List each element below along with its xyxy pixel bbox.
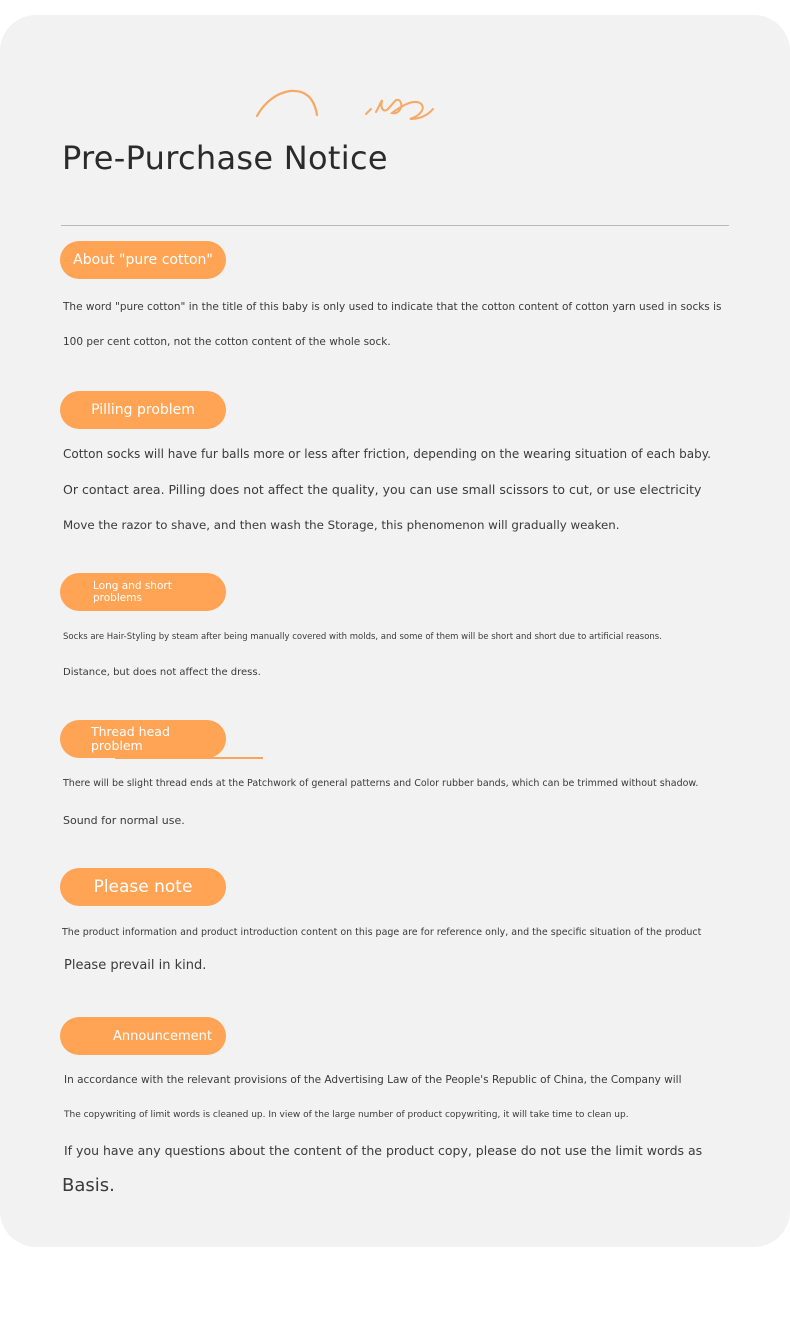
section-label-text: Long and short problems — [93, 580, 172, 604]
section-label-text: Please note — [93, 877, 193, 897]
section-text-line: Sound for normal use. — [63, 814, 185, 827]
section-label-please-note — [60, 868, 226, 906]
section-text-line: Or contact area. Pilling does not affect the quality, you can use small scissors to cut, or use electricity — [63, 482, 702, 497]
section-text-line: Distance, but does not affect the dress. — [63, 667, 261, 678]
section-label-pilling — [60, 391, 226, 429]
section-label-long-short — [60, 573, 226, 611]
section-label-text: About "pure cotton" — [73, 252, 213, 268]
section-label-thread-head — [60, 720, 226, 758]
page-title: Pre-Purchase Notice — [62, 139, 388, 177]
notice-card — [0, 15, 790, 1247]
title-divider — [61, 225, 729, 226]
section-label-text: Thread head problem — [91, 724, 170, 753]
section-label-text: Announcement — [113, 1028, 212, 1044]
section-label-pure-cotton — [60, 241, 226, 279]
section-text-line: Please prevail in kind. — [64, 958, 207, 973]
section-text-line: Cotton socks will have fur balls more or less after friction, depending on the wearing situation of each baby. — [63, 447, 711, 461]
section-text-line: In accordance with the relevant provisions of the Advertising Law of the People's Republic of China, the Company will — [64, 1074, 682, 1086]
section-text-line: There will be slight thread ends at the Patchwork of general patterns and Color rubber bands, which can be trimmed without shadow. — [63, 778, 699, 789]
handwritten-signature-decoration — [250, 85, 440, 130]
section-text-line: Move the razor to shave, and then wash the Storage, this phenomenon will gradually weaken. — [63, 518, 620, 532]
section-text-line: The product information and product introduction content on this page are for reference only, and the specific situation of the product — [62, 927, 702, 938]
section-label-text: Pilling problem — [91, 402, 195, 418]
section-text-line: The word "pure cotton" in the title of this baby is only used to indicate that the cotton content of cotton yarn used in socks is — [63, 301, 722, 313]
section-text-line: Basis. — [62, 1175, 115, 1196]
section-text-line: The copywriting of limit words is cleaned up. In view of the large number of product copywriting, it will take time to clean up. — [64, 1110, 629, 1120]
section-text-line: Socks are Hair-Styling by steam after being manually covered with molds, and some of them will be short and short due to artificial reasons. — [63, 632, 662, 642]
section-label-announcement — [60, 1017, 226, 1055]
section-text-line: 100 per cent cotton, not the cotton content of the whole sock. — [63, 336, 391, 348]
section-text-line: If you have any questions about the content of the product copy, please do not use the limit words as — [64, 1143, 703, 1158]
